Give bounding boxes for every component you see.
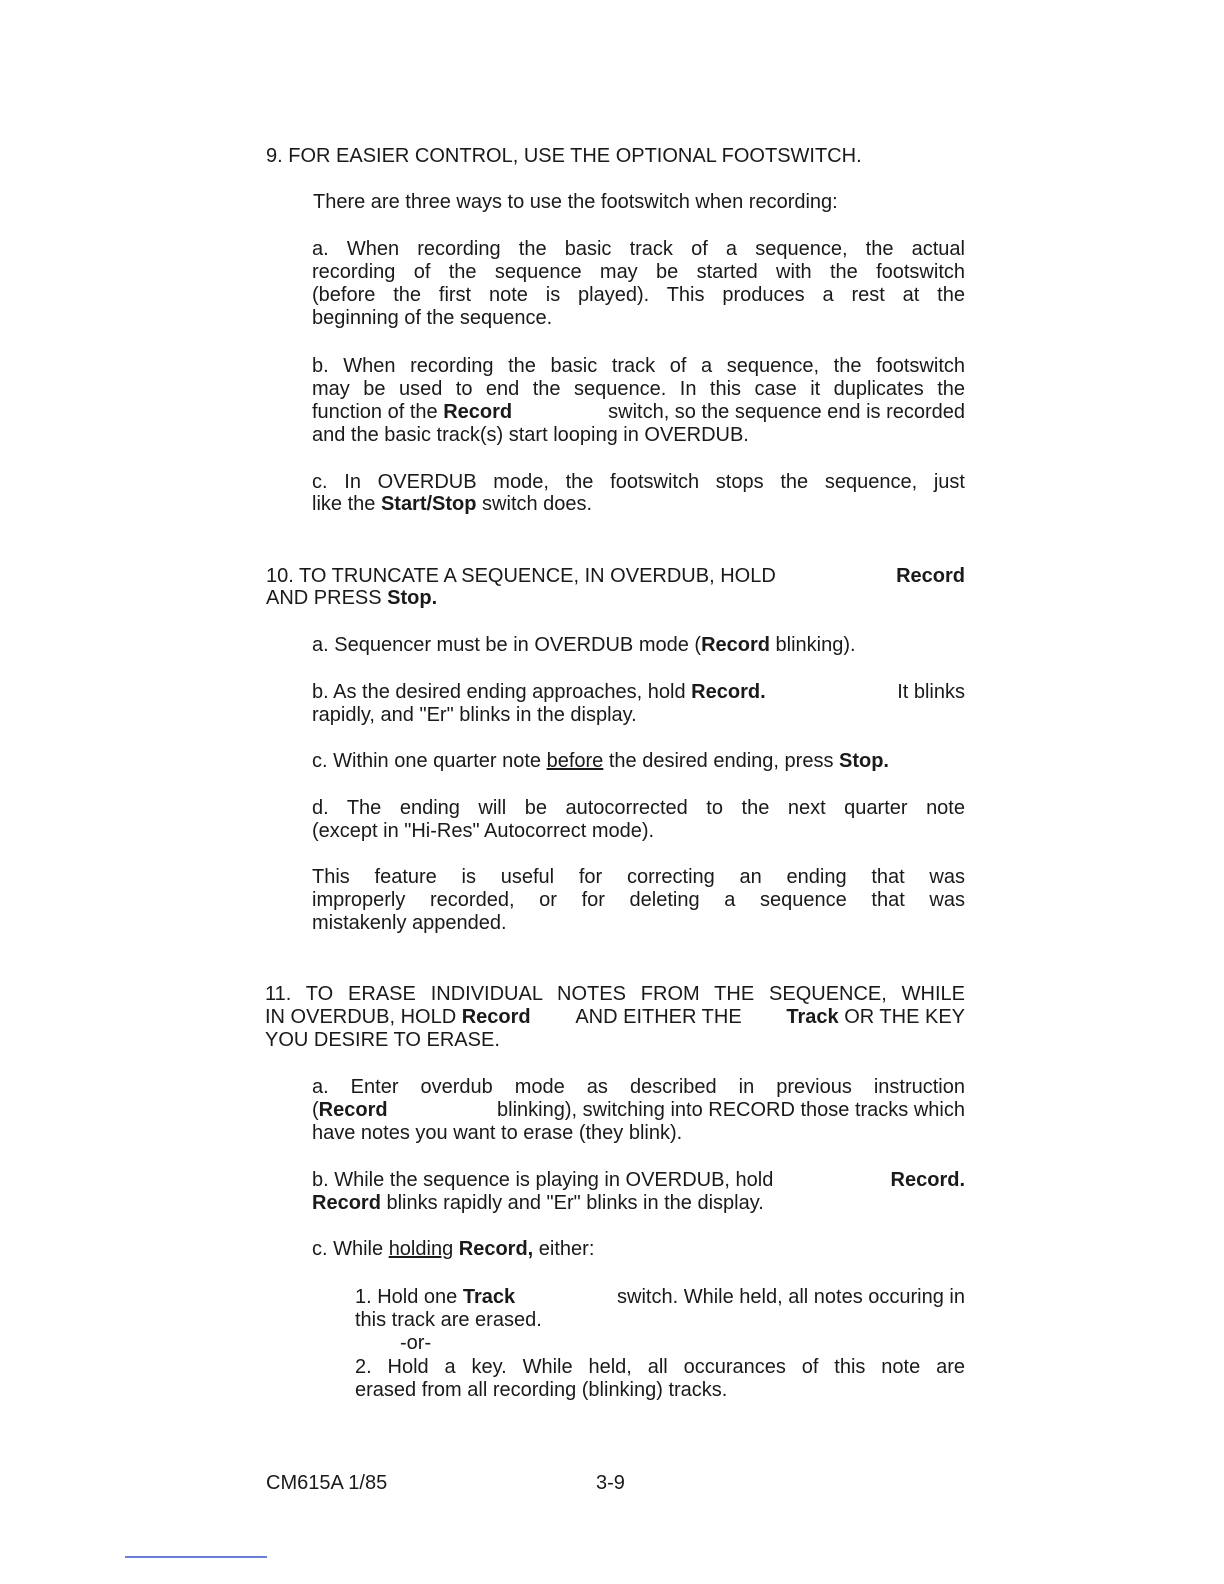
s11-item-b-line: b. While the sequence is playing in OVERDUB, hold Record.: [312, 1169, 965, 1191]
section-10-heading: 10. TO TRUNCATE A SEQUENCE, IN OVERDUB, HOLD Record: [266, 565, 965, 587]
s11-subitem-2-line: 2. Hold a key. While held, all occurances of this note are: [355, 1356, 965, 1378]
s11-item-a-line: (Record blinking), switching into RECORD those tracks which: [312, 1099, 965, 1121]
start-stop-key-label: Start/Stop: [380, 493, 477, 515]
document-id: CM615A 1/85: [266, 1472, 388, 1494]
s10-item-b-line: b. As the desired ending approaches, hold Record. It blinks: [312, 681, 965, 703]
s11-item-a-line: a. Enter overdub mode as described in previous instruction: [312, 1076, 965, 1098]
s9-item-b-line: may be used to end the sequence. In this case it duplicates the: [312, 378, 965, 400]
s11-item-a-line: have notes you want to erase (they blink).: [312, 1122, 683, 1144]
s9-item-a-line: a. When recording the basic track of a sequence, the actual: [312, 238, 965, 260]
s11-item-b-line: Record blinks rapidly and "Er" blinks in the display.: [312, 1192, 764, 1214]
s10-item-a: a. Sequencer must be in OVERDUB mode (Record blinking).: [312, 634, 856, 656]
s11-subitem-1-line: this track are erased.: [355, 1309, 542, 1331]
s9-item-b-line: function of the Record switch, so the sequence end is recorded: [312, 401, 965, 423]
page-number: 3-9: [596, 1472, 625, 1494]
section-11-heading: 11. TO ERASE INDIVIDUAL NOTES FROM THE SEQUENCE, WHILE: [265, 983, 965, 1005]
s11-subitem-1-line: 1. Hold one Track switch. While held, all notes occuring in: [355, 1286, 965, 1308]
s9-item-b-line: b. When recording the basic track of a sequence, the footswitch: [312, 355, 965, 377]
s9-item-a-line: beginning of the sequence.: [312, 307, 553, 329]
s10-item-b-line: rapidly, and "Er" blinks in the display.: [312, 704, 637, 726]
s10-note-line: mistakenly appended.: [312, 912, 507, 934]
s9-item-a-line: recording of the sequence may be started with the footswitch: [312, 261, 965, 283]
s10-note-line: improperly recorded, or for deleting a sequence that was: [312, 889, 965, 911]
s10-item-c: c. Within one quarter note before the desired ending, press Stop.: [312, 750, 889, 772]
s9-item-c-line: c. In OVERDUB mode, the footswitch stops the sequence, just: [312, 471, 965, 493]
s9-item-b-line: and the basic track(s) start looping in OVERDUB.: [312, 424, 749, 446]
s11-subitem-2-line: erased from all recording (blinking) tracks.: [355, 1379, 728, 1401]
section-9-heading: 9. FOR EASIER CONTROL, USE THE OPTIONAL FOOTSWITCH.: [266, 145, 862, 167]
s9-item-c-line: like the Start/Stop switch does.: [312, 493, 593, 515]
s11-or-separator: -or-: [400, 1332, 432, 1354]
footer-rule: [125, 1556, 267, 1558]
section-10-heading: AND PRESS Stop.: [266, 587, 438, 609]
s10-note-line: This feature is useful for correcting an ending that was: [312, 866, 965, 888]
s10-item-d-line: d. The ending will be autocorrected to the next quarter note: [312, 797, 965, 819]
section-11-heading: YOU DESIRE TO ERASE.: [265, 1029, 500, 1051]
record-key-label: Record: [443, 401, 513, 423]
s11-item-c: c. While holding Record, either:: [312, 1238, 595, 1260]
section-9-intro: There are three ways to use the footswitch when recording:: [313, 191, 838, 213]
s9-item-a-line: (before the first note is played). This produces a rest at the: [312, 284, 965, 306]
s10-item-d-line: (except in "Hi-Res" Autocorrect mode).: [312, 820, 655, 842]
section-11-heading: IN OVERDUB, HOLD Record AND EITHER THE Track OR THE KEY: [265, 1006, 965, 1028]
